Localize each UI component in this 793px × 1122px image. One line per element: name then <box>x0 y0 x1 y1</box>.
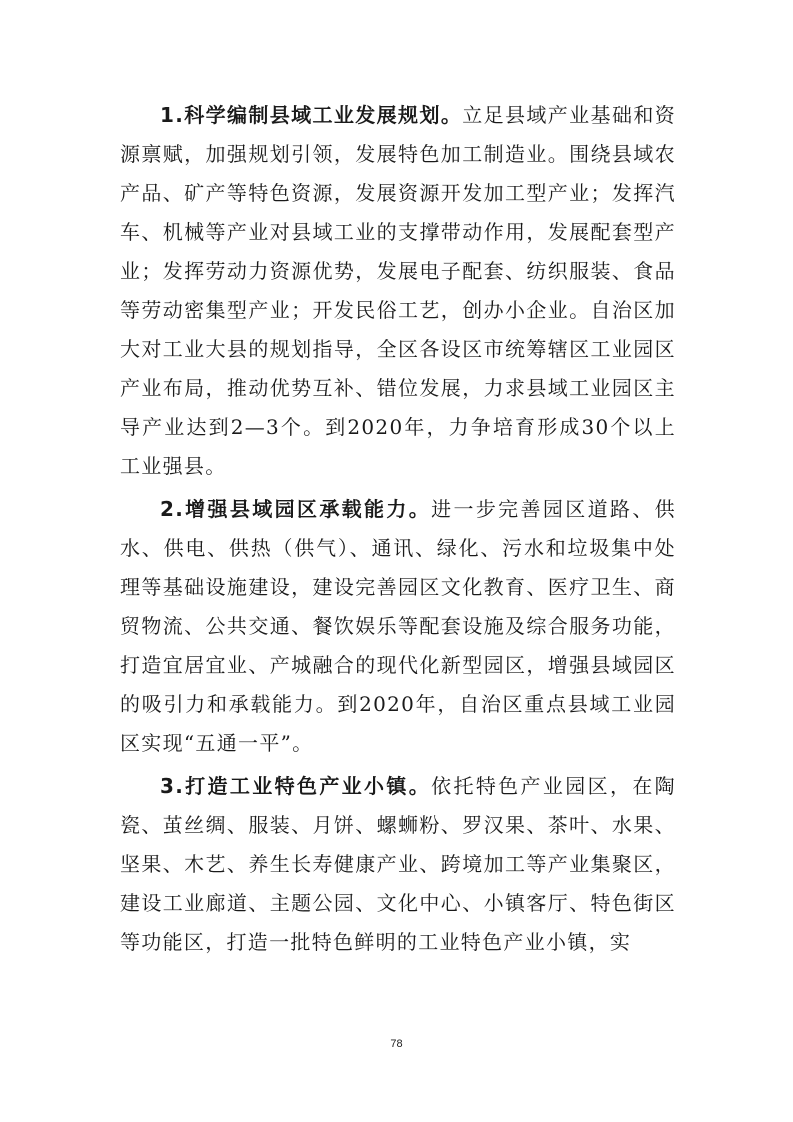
paragraph-3 <box>120 767 676 962</box>
paragraph-1-heading: 1.科学编制县域工业发展规划。 <box>160 103 463 127</box>
paragraph-3-text: 依托特色产业园区，在陶瓷、茧丝绸、服装、月饼、螺蛳粉、罗汉果、茶叶、水果、坚果、木艺、养生长寿健康产业、跨境加工等产业集聚区，建设工业廊道、主题公园、文化中心、小镇客厅、特色街区等功能区，打造一批特色鲜明的工业特色产业小镇，实 <box>120 774 676 954</box>
document-body <box>120 96 676 962</box>
paragraph-1 <box>120 96 676 486</box>
page-number: 78 <box>390 1038 403 1050</box>
paragraph-3-heading: 3.打造工业特色产业小镇。 <box>160 774 432 798</box>
paragraph-2-heading: 2.增强县域园区承载能力。 <box>160 497 432 521</box>
paragraph-2-text: 进一步完善园区道路、供水、供电、供热（供气）、通讯、绿化、污水和垃圾集中处理等基础设施建设，建设完善园区文化教育、医疗卫生、商贸物流、公共交通、餐饮娱乐等配套设施及综合服务功能，打造宜居宜业、产城融合的现代化新型园区，增强县域园区的吸引力和承载能力。到2020年，自治区重点县域工业园区实现“五通一平”。 <box>120 497 676 755</box>
paragraph-1-text: 立足县域产业基础和资源禀赋，加强规划引领，发展特色加工制造业。围绕县域农产品、矿产等特色资源，发展资源开发加工型产业；发挥汽车、机械等产业对县域工业的支撑带动作用，发展配套型产业；发挥劳动力资源优势，发展电子配套、纺织服装、食品等劳动密集型产业；开发民俗工艺，创办小企业。自治区加大对工业大县的规划指导，全区各设区市统筹辖区工业园区产业布局，推动优势互补、错位发展，力求县域工业园区主导产业达到2—3个。到2020年，力争培育形成30个以上工业强县。 <box>120 103 677 478</box>
paragraph-2 <box>120 490 676 763</box>
